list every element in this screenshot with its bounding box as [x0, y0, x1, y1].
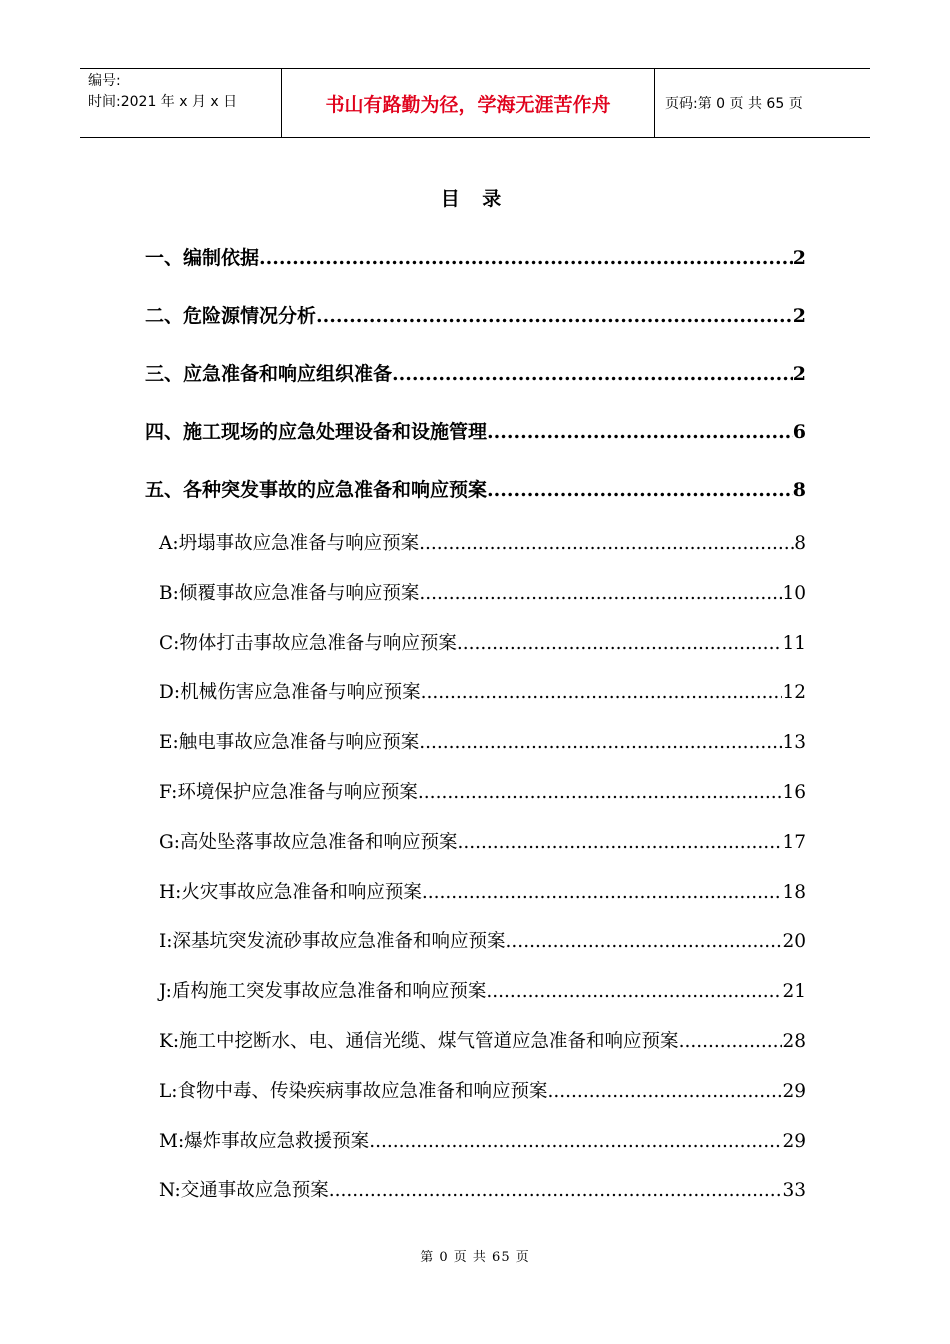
- toc-entry-1[interactable]: [145, 232, 806, 290]
- toc-subentry-page: 20: [782, 931, 806, 953]
- dot-leader: [679, 1020, 783, 1064]
- toc-subentry-b[interactable]: [145, 572, 806, 622]
- dot-leader: [487, 406, 793, 458]
- dot-leader: [422, 871, 783, 915]
- toc-subentry-label: H:火灾事故应急准备和响应预案: [159, 881, 422, 903]
- dot-leader: [548, 1070, 783, 1114]
- toc-subentry-n[interactable]: [145, 1169, 806, 1219]
- dot-leader: [419, 721, 782, 765]
- header-meta: [80, 69, 282, 137]
- toc-subentry-label: G:高处坠落事故应急准备和响应预案: [159, 831, 458, 853]
- toc-subentry-d[interactable]: [145, 671, 806, 721]
- toc-subentry-label: F:环境保护应急准备与响应预案: [159, 781, 418, 803]
- toc-subentry-c[interactable]: [145, 622, 806, 672]
- toc-subentry-a[interactable]: [145, 522, 806, 572]
- dot-leader: [421, 671, 783, 715]
- toc-entry-label: 二、危险源情况分析: [145, 305, 317, 327]
- toc-title: 目 录: [440, 188, 510, 210]
- toc-subentry-page: 11: [782, 632, 806, 654]
- toc-entry-label: 一、编制依据: [145, 247, 260, 269]
- toc-entry-2[interactable]: [145, 290, 806, 348]
- dot-leader: [329, 1169, 783, 1213]
- toc-subentry-page: 21: [782, 981, 806, 1003]
- toc-subentry-page: 12: [782, 682, 806, 704]
- toc-subentry-l[interactable]: [145, 1070, 806, 1120]
- toc-subentry-k[interactable]: [145, 1020, 806, 1070]
- dot-leader: [316, 290, 793, 342]
- dot-leader: [418, 771, 783, 815]
- toc-entry-label: 四、施工现场的应急处理设备和设施管理: [145, 421, 488, 443]
- dot-leader: [457, 622, 783, 666]
- toc-entry-label: 三、应急准备和响应组织准备: [145, 363, 393, 385]
- toc-subentry-label: C:物体打击事故应急准备与响应预案: [159, 632, 457, 654]
- toc-entry-page: 2: [792, 363, 806, 385]
- toc-entry-3[interactable]: [145, 348, 806, 406]
- toc-entry-4[interactable]: [145, 406, 806, 464]
- dot-leader: [259, 232, 793, 284]
- motto: 书山有路勤为径，学海无涯苦作舟: [325, 93, 611, 116]
- toc-subentry-page: 13: [782, 732, 806, 754]
- toc-subentry-j[interactable]: [145, 970, 806, 1020]
- dot-leader: [458, 821, 783, 865]
- table-of-contents: [145, 232, 806, 1219]
- toc-subentry-g[interactable]: [145, 821, 806, 871]
- dot-leader: [419, 522, 794, 566]
- toc-subentry-label: M:爆炸事故应急救援预案: [159, 1130, 370, 1152]
- toc-entry-page: 2: [792, 305, 806, 327]
- toc-subentry-page: 10: [782, 582, 806, 604]
- toc-subentry-page: 8: [794, 533, 806, 554]
- dot-leader: [506, 920, 783, 964]
- toc-subentry-label: A:坍塌事故应急准备与响应预案: [159, 533, 420, 554]
- toc-subentry-h[interactable]: [145, 871, 806, 921]
- toc-entry-page: 6: [792, 421, 806, 443]
- toc-subentry-page: 17: [782, 831, 806, 853]
- toc-subentry-label: B:倾覆事故应急准备与响应预案: [159, 582, 420, 604]
- toc-entry-5[interactable]: [145, 464, 806, 522]
- dot-leader: [369, 1120, 782, 1164]
- toc-subentry-label: J:盾构施工突发事故应急准备和响应预案: [159, 981, 487, 1003]
- toc-subentry-e[interactable]: [145, 721, 806, 771]
- toc-subentry-page: 33: [782, 1180, 806, 1202]
- dot-leader: [419, 572, 782, 616]
- serial-label: 编号:: [88, 73, 121, 89]
- toc-subentry-label: E:触电事故应急准备与响应预案: [159, 732, 420, 754]
- toc-subentry-page: 29: [782, 1130, 806, 1152]
- toc-subentry-m[interactable]: [145, 1120, 806, 1170]
- toc-subentry-label: I:深基坑突发流砂事故应急准备和响应预案: [159, 931, 506, 953]
- toc-entry-page: 2: [792, 247, 806, 269]
- toc-entry-label: 五、各种突发事故的应急准备和响应预案: [145, 479, 488, 501]
- toc-subentry-label: K:施工中挖断水、电、通信光缆、煤气管道应急准备和响应预案: [159, 1030, 679, 1052]
- dot-leader: [392, 348, 793, 400]
- toc-subentry-label: N:交通事故应急预案: [159, 1180, 329, 1202]
- date-label: 时间:2021 年 x 月 x 日: [88, 94, 238, 110]
- toc-subentry-page: 28: [782, 1030, 806, 1052]
- toc-subentry-page: 29: [782, 1080, 806, 1102]
- page-footer: 第 0 页 共 65 页: [420, 1250, 530, 1265]
- toc-subentry-i[interactable]: [145, 920, 806, 970]
- toc-subentry-label: D:机械伤害应急准备与响应预案: [159, 682, 421, 704]
- dot-leader: [487, 464, 793, 516]
- page-header: [80, 68, 870, 138]
- toc-entry-page: 8: [792, 479, 806, 501]
- header-page-info-cell: [655, 69, 870, 137]
- dot-leader: [486, 970, 782, 1014]
- toc-subentry-page: 18: [782, 881, 806, 903]
- toc-subentry-page: 16: [782, 781, 806, 803]
- header-motto-cell: [282, 69, 655, 137]
- toc-subentry-f[interactable]: [145, 771, 806, 821]
- toc-subentry-label: L:食物中毒、传染疾病事故应急准备和响应预案: [159, 1080, 548, 1102]
- page-info: 页码:第 0 页 共 65 页: [665, 96, 803, 112]
